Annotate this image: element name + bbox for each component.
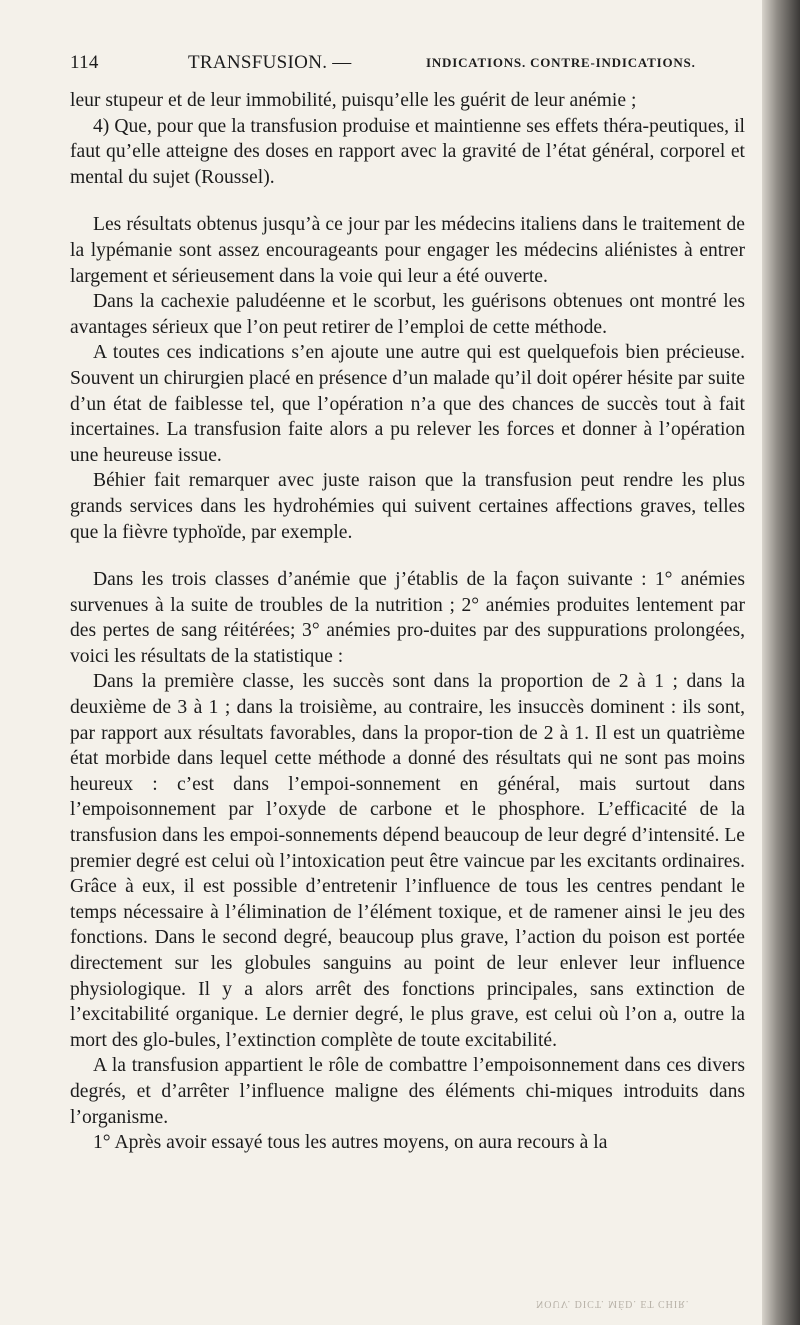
paragraph-cachexie: Dans la cachexie paludéenne et le scorbut, les guérisons obtenues ont montré les avantages sérieux que l’on peut retirer de l’emploi de cette méthode. — [70, 291, 745, 338]
page-number: 114 — [70, 52, 99, 73]
header-subtitle: INDICATIONS. CONTRE-INDICATIONS. — [426, 55, 696, 70]
paragraph-continuation: leur stupeur et de leur immobilité, puisqu’elle les guérit de leur anémie ; — [70, 90, 637, 111]
paragraph-chirurgien: A toutes ces indications s’en ajoute une autre qui est quelquefois bien précieuse. Souvent un chirurgien placé en présence d’un malade qu’il doit opérer hésite par suite d’un état de faiblesse tel, que l’opération n’a que des chances de succès tout à fait incertaines. La transfusion faite alors a pu relever les forces et donner à l’opération une heureuse issue. — [70, 342, 745, 466]
body-text — [70, 88, 745, 1156]
paragraph-statistique: Dans la première classe, les succès sont dans la proportion de 2 à 1 ; dans la deuxième de 3 à 1 ; dans la troisième, au contraire, les insuccès dominent : ils sont, par rapport aux résultats favorables, dans la propor-tion de 2 à 1. Il est un quatrième état morbide dans lequel cette méthode a donné des résultats qui ne sont pas moins heureux : c’est dans l’empoi-sonnement en général, mais surtout dans l’empoisonnement par l’oxyde de carbone et le phosphore. L’efficacité de la transfusion dans les empoi-sonnements dépend beaucoup de leur degré d’intensité. Le premier degré est celui où l’intoxication peut être vaincue par les excitants ordinaires. Grâce à eux, il est possible d’entretenir l’influence de tous les centres pendant le temps nécessaire à l’élimination de l’élément toxique, et de ramener ainsi le jeu des fonctions. Dans le second degré, beaucoup plus grave, l’action du poison est portée directement sur les globules sanguins au point de leur enlever leur influence physiologique. Il y a alors arrêt des fonctions principales, sans extinction de l’excitabilité organique. Le dernier degré, le plus grave, est celui où l’on a, outre la mort des glo-bules, l’extinction complète de toute excitabilité. — [70, 671, 745, 1051]
running-header — [70, 52, 750, 82]
page-edge-shadow — [762, 0, 800, 1325]
paragraph-lypemanie: Les résultats obtenus jusqu’à ce jour par les médecins italiens dans le traitement de la lypémanie sont assez encourageants pour engager les médecins aliénistes à entrer largement et sérieusement dans la voie qui leur a été ouverte. — [70, 214, 745, 287]
paragraph-classes-anemie: Dans les trois classes d’anémie que j’établis de la façon suivante : 1° anémies survenues à la suite de troubles de la nutrition ; 2° anémies produites lentement par des pertes de sang réitérées; 3° anémies pro-duites par des suppurations prolongées, voici les résultats de la statistique : — [70, 569, 745, 667]
paragraph-point-4: 4) Que, pour que la transfusion produise et maintienne ses effets théra-peutiques, il faut qu’elle atteigne des doses en rapport avec la gravité de l’état général, corporel et mental du sujet (Roussel). — [70, 115, 745, 188]
paragraph-empoisonnement: A la transfusion appartient le rôle de combattre l’empoisonnement dans ces divers degrés, et d’arrêter l’influence maligne des éléments chi-miques introduits dans l’organisme. — [70, 1055, 745, 1128]
paragraph-behier: Béhier fait remarquer avec juste raison que la transfusion peut rendre les plus grands services dans les hydrohémies qui suivent certaines affections graves, telles que la fièvre typhoïde, par exemple. — [70, 470, 745, 543]
header-title: TRANSFUSION. — — [188, 52, 352, 73]
paragraph-moyens: 1° Après avoir essayé tous les autres moyens, on aura recours à la — [93, 1132, 608, 1154]
footer-faint-mark: NOUV. DICT. MÉD. ET CHIR. — [536, 1298, 690, 1309]
